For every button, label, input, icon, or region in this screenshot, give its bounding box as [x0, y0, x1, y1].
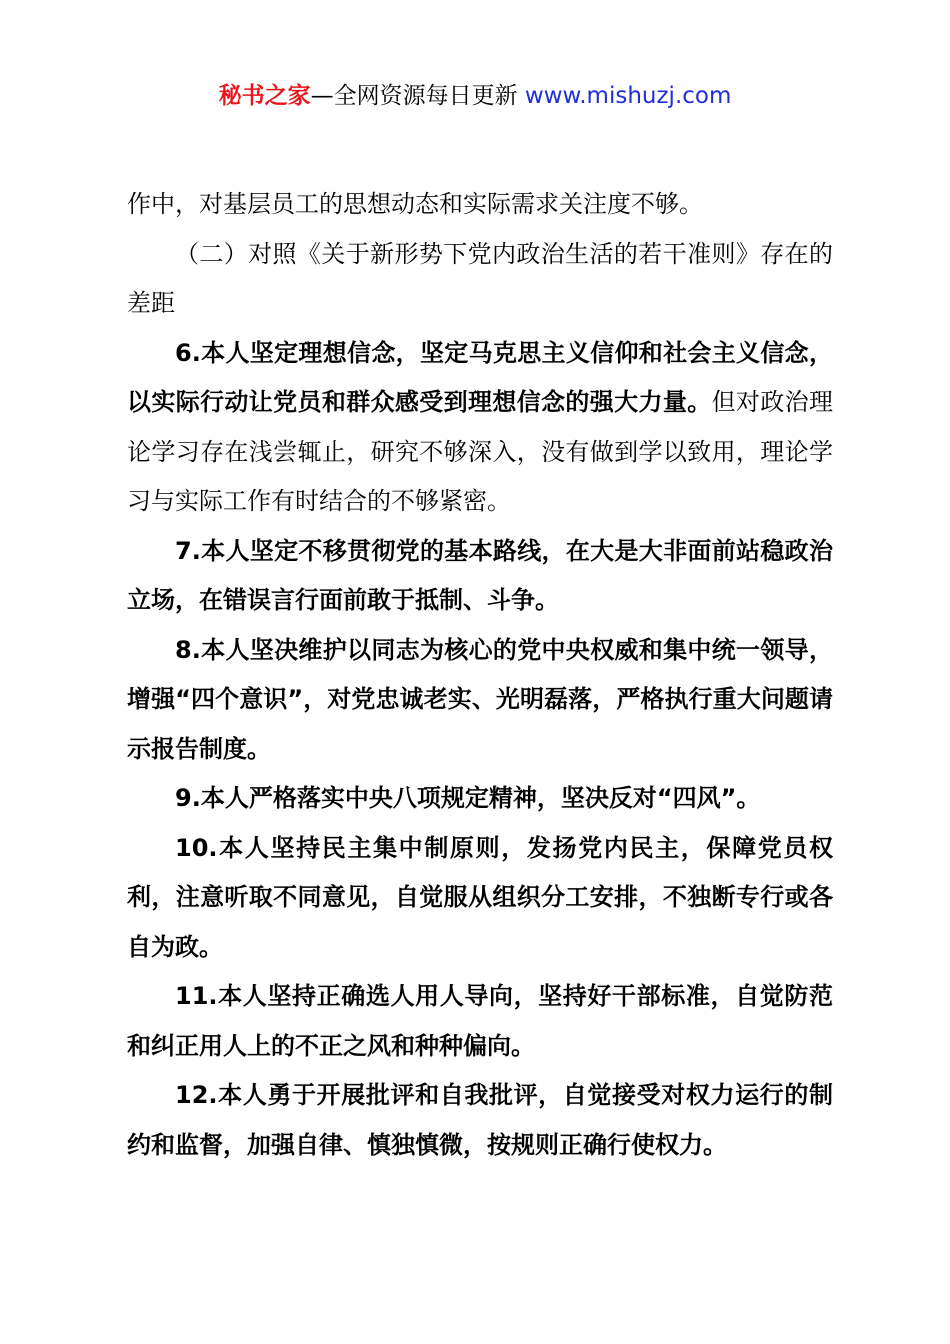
paragraph-item-8: 8.本人坚决维护以同志为核心的党中央权威和集中统一领导，增强“四个意识”，对党忠诚老实、光明磊落，严格执行重大问题请示报告制度。	[127, 635, 833, 763]
site-tagline: —全网资源每日更新	[310, 83, 525, 109]
paragraph-item-12: 12.本人勇于开展批评和自我批评，自觉接受对权力运行的制约和监督，加强自律、慎独慎微，按规则正确行使权力。	[127, 1081, 833, 1159]
paragraph-continuation: 作中，对基层员工的思想动态和实际需求关注度不够。	[127, 190, 703, 218]
page-header	[0, 80, 950, 112]
paragraph-item-9: 9.本人严格落实中央八项规定精神，坚决反对“四风”。	[175, 784, 761, 812]
site-url-link[interactable]: www.mishuzj.com	[524, 83, 732, 109]
site-brand: 秘书之家	[218, 83, 311, 109]
paragraph-item-6-normal: 但对政治理论学习存在浅尝辄止，研究不够深入，没有做到学以致用，理论学习与实际工作有时结合的不够紧密。	[127, 388, 834, 515]
section-heading: （二）对照《关于新形势下党内政治生活的若干准则》存在的差距	[127, 239, 833, 317]
paragraph-item-7: 7.本人坚定不移贯彻党的基本路线，在大是大非面前站稳政治立场，在错误言行面前敢于抵制、斗争。	[127, 536, 833, 614]
paragraph-item-6-bold: 6.本人坚定理想信念，坚定马克思主义信仰和社会主义信念，以实际行动让党员和群众感受到理想信念的强大力量。	[127, 338, 833, 416]
paragraph-item-6	[127, 329, 833, 527]
paragraph-item-10: 10.本人坚持民主集中制原则，发扬党内民主，保障党员权利，注意听取不同意见，自觉服从组织分工安排，不独断专行或各自为政。	[127, 833, 833, 961]
paragraph-item-11: 11.本人坚持正确选人用人导向，坚持好干部标准，自觉防范和纠正用人上的不正之风和种种偏向。	[127, 982, 833, 1060]
document-body	[127, 180, 833, 1170]
